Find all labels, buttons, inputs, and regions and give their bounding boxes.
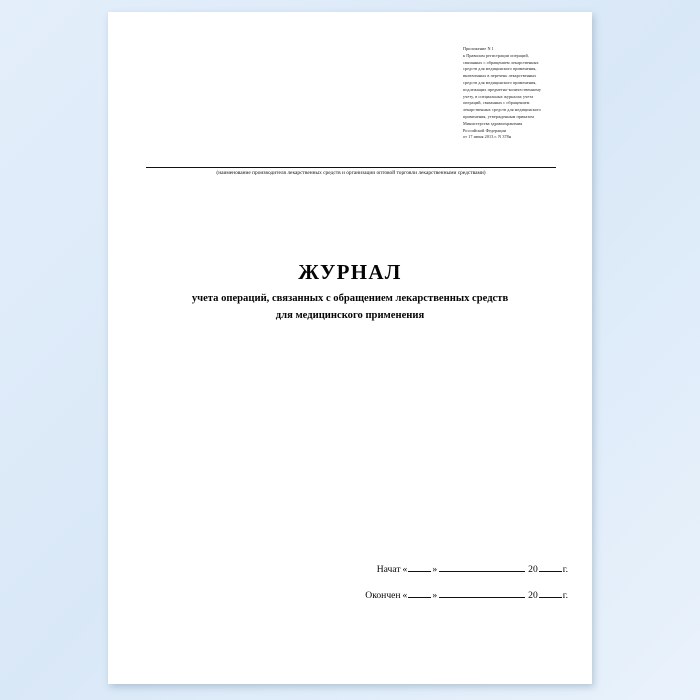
finished-day-blank[interactable]: [408, 597, 431, 598]
started-month-blank[interactable]: [439, 571, 525, 572]
legal-reference-line: Министерства здравоохранения: [463, 120, 523, 126]
legal-reference-line: средств для медицинского применения,: [463, 66, 537, 72]
started-day-blank[interactable]: [408, 571, 431, 572]
legal-reference-line: применения, утвержденным приказом: [463, 113, 534, 119]
started-year-prefix: 20: [528, 564, 538, 575]
started-year-blank[interactable]: [539, 571, 562, 572]
finished-label: Окончен: [365, 590, 401, 601]
finished-year-suffix: г.: [562, 590, 568, 601]
legal-reference-line: связанных с обращением лекарственных: [463, 59, 539, 65]
finished-quote-close: »: [432, 590, 438, 601]
finished-month-blank[interactable]: [439, 597, 525, 598]
organization-name-rule: [146, 167, 556, 168]
legal-reference-line: средств для медицинского применения,: [463, 79, 537, 85]
page-title: ЖУРНАЛ: [298, 260, 402, 284]
page-subtitle-line-2: для медицинского применения: [275, 310, 425, 321]
legal-reference-line: к Правилам регистрации операций,: [463, 52, 529, 58]
started-quote-open: «: [402, 564, 408, 575]
legal-reference-line: Российской Федерации: [463, 127, 507, 133]
legal-reference-line: Приложение N 1: [463, 46, 494, 51]
legal-reference-line: учету, в специальных журналах учета: [463, 93, 534, 99]
started-year-suffix: г.: [562, 564, 568, 575]
page-subtitle-line-1: учета операций, связанных с обращением лекарственных средств: [191, 293, 509, 304]
finished-quote-open: «: [402, 590, 408, 601]
legal-reference-line: подлежащих предметно-количественному: [463, 86, 542, 92]
started-label: Начат: [376, 564, 401, 575]
started-quote-close: »: [432, 564, 438, 575]
finished-year-prefix: 20: [528, 590, 538, 601]
legal-reference-block: [463, 46, 583, 141]
organization-name-caption: (наименование производителя лекарственных средств и организации оптовой торговли лекарственными средствами): [216, 170, 486, 176]
legal-reference-line: включенных в перечень лекарственных: [463, 73, 537, 79]
finished-year-blank[interactable]: [539, 597, 562, 598]
legal-reference-line: от 17 июня 2013 г. N 378н: [463, 134, 512, 140]
legal-reference-line: лекарственных средств для медицинского: [463, 107, 541, 113]
legal-reference-line: операций, связанных с обращением: [463, 100, 530, 106]
started-date-row: [328, 564, 568, 575]
document-page: [108, 12, 592, 684]
date-fields: [328, 564, 568, 616]
finished-date-row: [328, 590, 568, 601]
